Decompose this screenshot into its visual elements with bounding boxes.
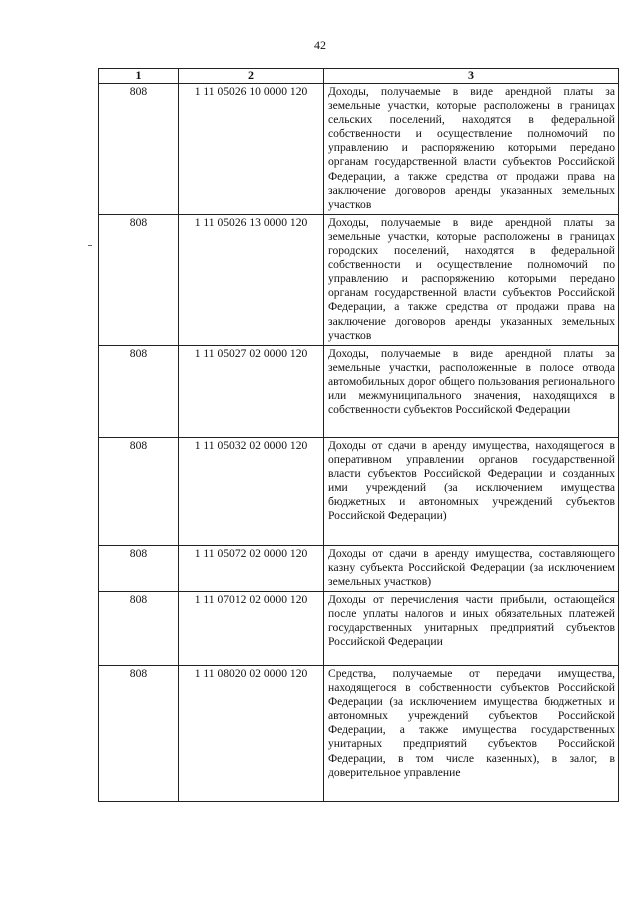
admin-code-cell: 808 [99,214,179,345]
kbk-cell: 1 11 05072 02 0000 120 [179,545,324,591]
description-cell: Средства, получаемые от передачи имущества, находящегося в собственности субъектов Российской Федерации (за исключением имущества бюджетных и автономных учреждений субъектов Российской Федерации, а также имущества государственных унитарных предприятий субъектов Российской Федерации, в том числе казенных), в залог, в доверительное управление [324,665,619,801]
header-col-2: 2 [179,69,324,84]
description-cell: Доходы от сдачи в аренду имущества, находящегося в оперативном управлении органов государственной власти субъектов Российской Федерации и созданных ими учреждений (за исключением имущества бюджетных и автономных учреждений субъектов Российской Федерации) [324,437,619,545]
table-row [99,591,619,665]
table-row [99,665,619,801]
admin-code-cell: 808 [99,665,179,801]
kbk-cell: 1 11 05026 10 0000 120 [179,84,324,215]
description-cell: Доходы от перечисления части прибыли, остающейся после уплаты налогов и иных обязательных платежей государственных унитарных предприятий субъектов Российской Федерации [324,591,619,665]
kbk-cell: 1 11 07012 02 0000 120 [179,591,324,665]
kbk-cell: 1 11 05026 13 0000 120 [179,214,324,345]
table-row [99,437,619,545]
header-col-1: 1 [99,69,179,84]
kbk-cell: 1 11 05027 02 0000 120 [179,345,324,437]
header-row [99,69,619,84]
description-cell: Доходы, получаемые в виде арендной платы за земельные участки, расположенные в полосе отвода автомобильных дорог общего пользования регионального или межмуниципального значения, находящихся в собственности субъектов Российской Федерации [324,345,619,437]
admin-code-cell: 808 [99,345,179,437]
page-number: 42 [314,38,326,52]
margin-mark [88,245,92,246]
admin-code-cell: 808 [99,437,179,545]
revenue-codes-table [98,68,619,802]
admin-code-cell: 808 [99,84,179,215]
description-cell: Доходы, получаемые в виде арендной платы за земельные участки, которые расположены в границах городских поселений, находятся в федеральной собственности и осуществление полномочий по управлению и распоряжению которыми передано органам государственной власти субъектов Российской Федерации, а также средства от продажи права на заключение договоров аренды указанных земельных участков [324,214,619,345]
description-cell: Доходы, получаемые в виде арендной платы за земельные участки, которые расположены в границах сельских поселений, находятся в федеральной собственности и осуществление полномочий по управлению и распоряжению которыми передано органам государственной власти субъектов Российской Федерации, а также средства от продажи права на заключение договоров аренды указанных земельных участков [324,84,619,215]
table-row [99,545,619,591]
admin-code-cell: 808 [99,591,179,665]
table-row [99,214,619,345]
table-row [99,84,619,215]
kbk-cell: 1 11 08020 02 0000 120 [179,665,324,801]
kbk-cell: 1 11 05032 02 0000 120 [179,437,324,545]
table-row [99,345,619,437]
header-col-3: 3 [324,69,619,84]
description-cell: Доходы от сдачи в аренду имущества, составляющего казну субъекта Российской Федерации (за исключением земельных участков) [324,545,619,591]
admin-code-cell: 808 [99,545,179,591]
